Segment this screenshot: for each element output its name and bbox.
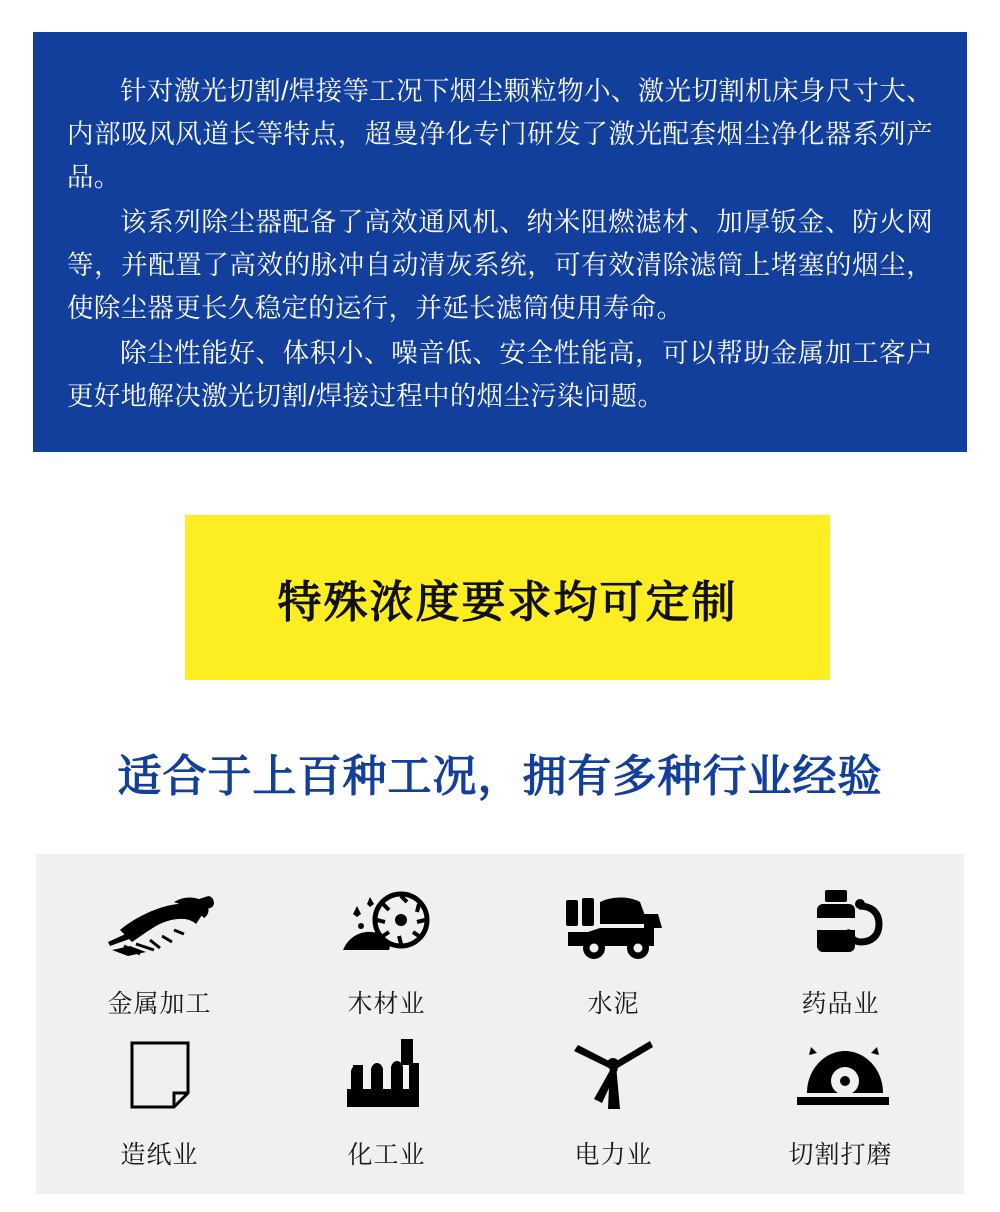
industry-item: [273, 876, 500, 1027]
wind-turbine-icon: [554, 1027, 674, 1123]
saw-blade-wood-icon: [327, 876, 447, 972]
intro-paragraph-1: 针对激光切割/焊接等工况下烟尘颗粒物小、激光切割机床身尺寸大、内部吸风风道长等特点，超曼净化专门研发了激光配套烟尘净化器系列产品。: [67, 76, 933, 192]
industry-grid: [36, 854, 964, 1194]
banner-text: 特殊浓度要求均可定制: [277, 577, 738, 627]
industry-item: [500, 1027, 727, 1178]
custom-concentration-banner: [185, 515, 830, 680]
grinder-icon: [100, 876, 220, 972]
industry-item: [727, 876, 954, 1027]
cement-truck-icon: [554, 876, 674, 972]
intro-paragraph-2: 该系列除尘器配备了高效通风机、纳米阻燃滤材、加厚钣金、防火网等，并配置了高效的脉冲自动清灰系统，可有效清除滤筒上堵塞的烟尘，使除尘器更长久稳定的运行，并延长滤筒使用寿命。: [67, 207, 933, 323]
circular-saw-icon: [781, 1027, 901, 1123]
industry-label: 药品业: [801, 990, 880, 1018]
industry-label: 电力业: [574, 1141, 653, 1169]
industry-label: 木材业: [347, 990, 426, 1018]
industry-label: 金属加工: [107, 990, 212, 1018]
industry-label: 水泥: [587, 990, 640, 1018]
industry-item: [46, 876, 273, 1027]
chemical-plant-icon: [327, 1027, 447, 1123]
medicine-bottle-icon: [781, 876, 901, 972]
industry-label: 切割打磨: [788, 1141, 893, 1169]
industry-item: [273, 1027, 500, 1178]
industry-item: [727, 1027, 954, 1178]
industry-item: [500, 876, 727, 1027]
industry-item: [46, 1027, 273, 1178]
intro-paragraph-3: 除尘性能好、体积小、噪音低、安全性能高，可以帮助金属加工客户更好地解决激光切割/焊接过程中的烟尘污染问题。: [67, 338, 933, 411]
industry-label: 化工业: [347, 1141, 426, 1169]
intro-panel: [33, 32, 967, 452]
page-headline: 适合于上百种工况，拥有多种行业经验: [117, 752, 883, 801]
paper-sheet-icon: [100, 1027, 220, 1123]
industry-label: 造纸业: [120, 1141, 199, 1169]
